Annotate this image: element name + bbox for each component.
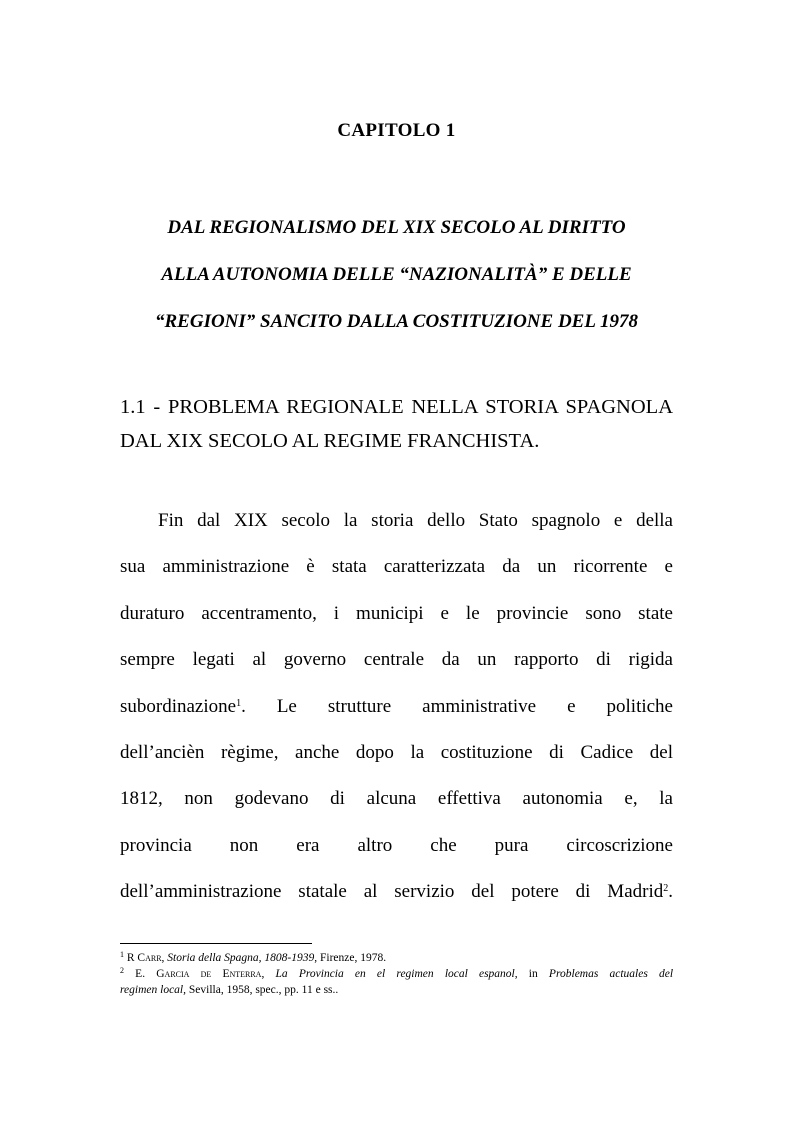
body-paragraph xyxy=(120,505,673,923)
footnote-author-initial: E. xyxy=(135,968,146,980)
section-heading-line: DAL XIX SECOLO AL REGIME FRANCHISTA. xyxy=(120,430,540,452)
footnote-1: $^1$ R Carr, Storia della Spagna, 1808-1939, Firenze, 1978. xyxy=(120,950,387,964)
footnote-2: $^2$ E. Garcia de Enterra, La Provincia en el regimen local espanol, in Problemas actuales del xyxy=(120,966,674,980)
footnote-text: , Firenze, 1978. xyxy=(314,952,387,964)
footnote-text: , in xyxy=(514,968,549,980)
paragraph-line: sempre legati al governo centrale da un rapporto di rigida xyxy=(120,649,673,671)
footnote-author: Carr xyxy=(137,952,162,964)
paragraph-text: dell’amministrazione statale al servizio del potere di Madrid xyxy=(120,881,664,903)
footnote-journal: Problemas actuales del xyxy=(548,968,674,980)
footnote-number: 1 xyxy=(120,950,124,959)
footnote-title: Storia della Spagna, 1808-1939 xyxy=(167,952,315,964)
chapter-heading: CAPITOLO 1 xyxy=(337,120,456,141)
footnote-text: Sevilla, 1958, spec., pp. 11 e ss.. xyxy=(186,984,339,996)
footnote-ref[interactable]: 2 xyxy=(663,883,669,895)
chapter-title-line: “REGIONI” SANCITO DALLA COSTITUZIONE DEL 1978 xyxy=(155,311,638,332)
chapter-title-line: ALLA AUTONOMIA DELLE “NAZIONALITÀ” E DELLE xyxy=(161,264,632,285)
paragraph-text: . xyxy=(668,881,673,903)
paragraph-text: . Le strutture amministrative e politiche xyxy=(241,695,673,717)
footnote-number: 2 xyxy=(120,966,124,975)
paragraph-line xyxy=(120,876,673,922)
chapter-title-line: DAL REGIONALISMO DEL XIX SECOLO AL DIRITTO xyxy=(167,217,626,238)
paragraph-line: dell’ancièn règime, anche dopo la costituzione di Cadice del xyxy=(120,741,673,763)
footnote-author-initial: R xyxy=(126,952,135,964)
footnotes xyxy=(120,950,673,998)
footnote-2-continued xyxy=(120,982,673,998)
section-heading xyxy=(120,390,673,458)
chapter-title xyxy=(120,204,673,345)
footnote-author: Garcia de Enterra xyxy=(156,968,262,980)
paragraph-line: 1812, non godevano di alcuna effettiva autonomia e, la xyxy=(120,788,673,810)
paragraph-text: subordinazione xyxy=(120,695,237,717)
paragraph-line: Fin dal XIX secolo la storia dello Stato spagnolo e della xyxy=(158,510,673,531)
footnote-journal: regimen local, xyxy=(120,984,187,996)
section-heading-line: 1.1 - PROBLEMA REGIONALE NELLA STORIA SPAGNOLA xyxy=(120,396,673,418)
paragraph-line xyxy=(120,691,673,737)
footnote-ref[interactable]: 1 xyxy=(236,697,242,709)
footnote-divider xyxy=(120,943,312,944)
paragraph-line: duraturo accentramento, i municipi e le provincie sono state xyxy=(120,602,673,624)
paragraph-line: provincia non era altro che pura circoscrizione xyxy=(120,834,673,856)
paragraph-line: sua amministrazione è stata caratterizzata da un ricorrente e xyxy=(120,556,673,578)
footnote-title: La Provincia en el regimen local espanol xyxy=(275,968,515,980)
